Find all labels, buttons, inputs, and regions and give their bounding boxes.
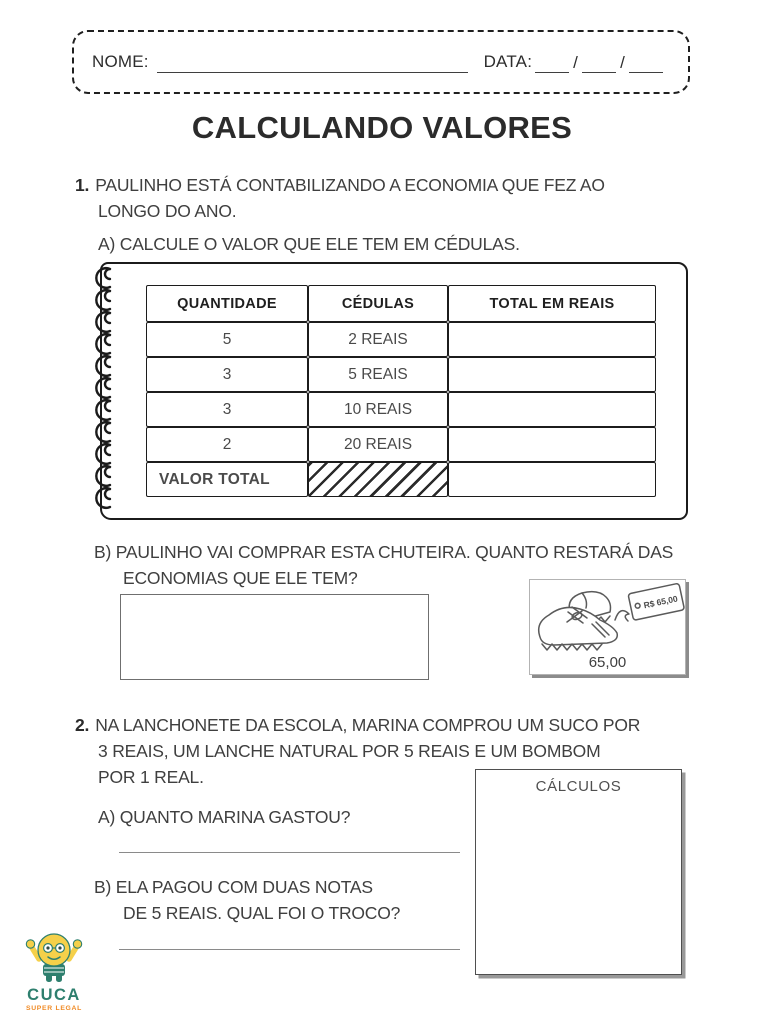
- question-1a-label: A) CALCULE O VALOR QUE ELE TEM EM CÉDULAS.: [98, 234, 520, 254]
- question-2b-line-2: DE 5 REAIS. QUAL FOI O TROCO?: [123, 903, 401, 923]
- total-cell-empty[interactable]: [448, 357, 656, 392]
- price-tag-text: R$ 65,00: [642, 593, 679, 611]
- hatched-cell: [308, 462, 448, 497]
- header-cell-quantidade: QUANTIDADE: [146, 285, 308, 322]
- name-label: NOME:: [92, 52, 149, 71]
- table-row: [146, 427, 656, 462]
- question-2-number: 2.: [75, 715, 90, 735]
- total-cell-empty[interactable]: [448, 322, 656, 357]
- question-2-line-2: 3 REAIS, UM LANCHE NATURAL POR 5 REAIS E UM BOMBOM: [98, 741, 601, 761]
- date-day-line[interactable]: [535, 52, 569, 73]
- cedula-cell: 5 REAIS: [308, 357, 448, 392]
- cedula-cell: 2 REAIS: [308, 322, 448, 357]
- table-row: [146, 357, 656, 392]
- name-input-line[interactable]: [157, 52, 468, 73]
- question-2-line-3: POR 1 REAL.: [98, 767, 204, 787]
- question-1-line-2: LONGO DO ANO.: [98, 201, 237, 221]
- date-month-line[interactable]: [582, 52, 616, 73]
- cuca-mascot-icon: [22, 931, 86, 983]
- answer-box-1b[interactable]: [120, 594, 429, 680]
- question-2a-label: A) QUANTO MARINA GASTOU?: [98, 807, 351, 827]
- shoe-price-caption: 65,00: [588, 654, 627, 671]
- name-date-panel: [72, 30, 690, 94]
- answer-line-2b[interactable]: [119, 949, 460, 950]
- qty-cell: 3: [146, 392, 308, 427]
- date-separator: /: [573, 53, 579, 72]
- qty-cell: 5: [146, 322, 308, 357]
- cuca-logo-tagline: SUPER LEGAL: [25, 1005, 83, 1012]
- cuca-logo-name: CUCA: [27, 986, 81, 1004]
- question-1b-line-1: B) PAULINHO VAI COMPRAR ESTA CHUTEIRA. QUANTO RESTARÁ DAS: [94, 542, 674, 562]
- notebook-graphic: [100, 262, 688, 520]
- date-separator: /: [620, 53, 625, 72]
- shoe-card: [529, 579, 686, 675]
- question-2b-line-1: B) ELA PAGOU COM DUAS NOTAS: [94, 877, 373, 897]
- date-year-line[interactable]: [629, 52, 663, 73]
- header-cell-cedulas: CÉDULAS: [308, 285, 448, 322]
- table-row: [146, 392, 656, 427]
- total-cell-empty[interactable]: [448, 427, 656, 462]
- soccer-cleats-icon: [530, 580, 685, 654]
- question-1-line-1: 1. PAULINHO ESTÁ CONTABILIZANDO A ECONOMIA QUE FEZ AO: [75, 175, 605, 195]
- table-header-row: [146, 285, 656, 322]
- page-title: CALCULANDO VALORES: [191, 110, 573, 145]
- answer-line-2a[interactable]: [119, 852, 460, 853]
- valor-total-label: VALOR TOTAL: [146, 462, 308, 497]
- calculations-label: CÁLCULOS: [535, 778, 622, 795]
- date-label: DATA:: [483, 52, 533, 71]
- table-footer-row: [146, 462, 656, 497]
- spiral-binding-icon: [80, 266, 124, 518]
- total-cell-empty[interactable]: [448, 392, 656, 427]
- cedula-cell: 10 REAIS: [308, 392, 448, 427]
- qty-cell: 2: [146, 427, 308, 462]
- question-2-line-1: 2. NA LANCHONETE DA ESCOLA, MARINA COMPROU UM SUCO POR: [75, 715, 641, 735]
- qty-cell: 3: [146, 357, 308, 392]
- table-row: [146, 322, 656, 357]
- header-cell-total: TOTAL EM REAIS: [448, 285, 656, 322]
- calculations-box[interactable]: [475, 769, 682, 975]
- question-1b-line-2: ECONOMIAS QUE ELE TEM?: [123, 568, 358, 588]
- cuca-logo: [22, 931, 86, 1012]
- savings-table: [146, 285, 656, 497]
- total-cell-empty[interactable]: [448, 462, 656, 497]
- question-1-number: 1.: [75, 175, 90, 195]
- cedula-cell: 20 REAIS: [308, 427, 448, 462]
